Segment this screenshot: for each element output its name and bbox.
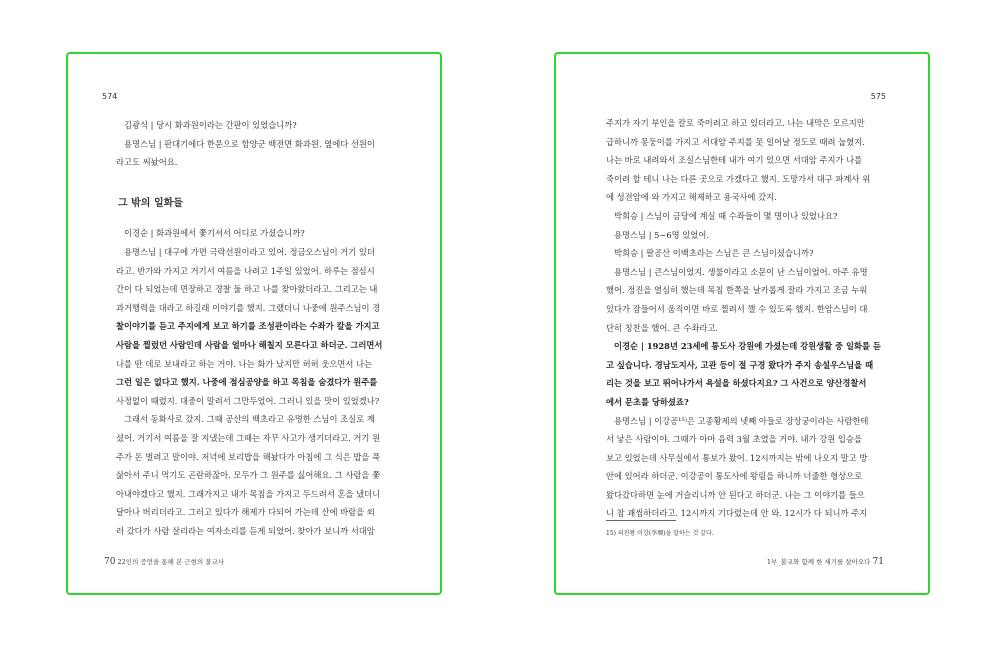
page-footer [104,557,224,567]
text-line: 나는 바로 내려와서 조실스님한테 내가 여기 있으면 서대암 주지가 나를 [606,155,863,166]
text-line: 이경순 | 화과원에서 쫓기셔서 어디로 가셨습니까? [124,228,305,239]
text-line: 죽이려 할 테니 나는 다른 곳으로 가겠다고 했지. 도망가서 대구 파계사 위 [606,173,871,184]
footnote: 15) 의친왕 이강(李堈)을 말하는 것 같다. [606,530,714,537]
text-line: 고 싶습니다. 경남도지사, 고관 등이 절 구경 왔다가 주지 송설우스님을 때 [606,359,874,370]
page-number-top: 575 [870,92,886,101]
text-line: 아내야겠다고 했지. 그래가지고 내가 목침을 가지고 두드려서 혼을 냈더니 [116,488,381,499]
text-line: 왔다갔다하면 눈에 거슬리니까 안 된다고 하더군. 나는 그 이야기를 들으 [606,489,865,500]
text-line: 박희승 | 스님이 금당에 계실 때 수좌들이 몇 명이나 있었나요? [614,210,838,221]
text-line: 사정없이 때렸지. 대중이 말려서 그만두었어. 그러니 있을 맛이 있었겠나? [116,395,380,406]
text-line: 박희승 | 팔공산 이백초라는 스님은 큰 스님이셨습니까? [614,248,814,259]
text-line: 김광식 | 당시 화과원이라는 간판이 있었습니까? [124,120,297,130]
text-line: 주가 돈 벌려고 말이야. 저녁에 보리밥을 해놨다가 아침에 그 식은 밥을 푹 [116,451,381,462]
text-line: 용명스님 | 5~6명 있었어. [614,229,709,240]
text-line: 그래서 동화사로 갔지. 그때 공산의 백초라고 유명한 스님이 조실로 계 [124,414,375,425]
footer-book-title: 22인의 증언을 통해 본 근현의 불교사 [117,558,225,566]
right-book-page [554,52,930,595]
right-page-body [606,114,902,523]
text-line: 과거행력을 대라고 하길래 이야기를 했지. 그랬더니 나중에 원주스님이 경 [116,302,381,313]
page-footer [767,557,884,567]
text-line: 니 참 괘씸하더라고. 12시까지 기다렸는데 안 와. 12시가 다 되니까 주지 [606,508,868,519]
text-line: 라고도 써놨어요. [116,157,178,168]
text-line: 셨어. 거기서 여름을 잘 지냈는데 그때는 자꾸 사고가 생기더라고. 거기 원 [116,432,381,443]
text-line: 했어. 정진을 열심히 했는데 목침 한쪽을 날카롭게 잘라 가지고 조금 누워 [606,285,868,296]
left-book-page [66,52,442,595]
spacer [116,172,412,191]
footer-page-number: 71 [872,557,884,567]
footer-book-title: 1부_불교와 함께 한 세기를 살아오다 [766,558,871,566]
section-heading: 그 밖의 일화들 [118,198,183,210]
text-line: 단히 칭찬을 했어. 큰 수좌라고. [606,322,719,333]
text-line: 급하니까 몽둥이를 가지고 서대암 주지를 못 일어날 정도로 때려 눕혔지. [606,136,865,147]
text-line: 서 낳은 사람이야. 그때가 아마 음력 3월 초였을 거야. 내가 강원 입승을 [606,434,862,445]
text-line: 에 성전암에 와 가지고 해제하고 용국사에 갔지. [606,192,777,203]
text-line: 그런 일은 없다고 했지. 나중에 점심공양을 하고 목침을 숨겼다가 원주를 [116,377,378,388]
text-line: 용명스님 | 이강공¹⁵⁾은 고종황제의 넷째 아들로 장상궁이라는 사람한테 [614,415,869,426]
text-line: 나를 딴 데로 보내라고 하는 거야. 나는 화가 났지만 허허 웃으면서 나는 [116,358,373,369]
text-line: 사람을 찔렀던 사람인데 사람을 얼마나 해칠지 모른다고 하더군. 그러면서 [116,339,383,350]
text-line: 있다가 잠들어서 움직이면 바로 찔려서 깰 수 있도록 했지. 한암스님이 대 [606,303,868,314]
text-line: 주지가 자기 부인을 칼로 죽이려고 하고 있더라고. 나는 내막은 모르지만 [606,118,865,128]
text-line: 찰이야기를 듣고 주지에게 보고 하기를 조성관이라는 수좌가 칼을 가지고 [116,321,380,332]
text-line: 용명스님 | 큰스님이었지. 생불이라고 소문이 난 스님이었어. 아주 유명 [614,266,868,277]
text-line: 간이 다 되었는데 면장하고 경찰 둘 하고 나를 찾아왔더라고. 그리고는 내 [116,284,378,295]
text-line: 용명스님 | 판대기에다 한문으로 함양군 백전면 화과원. 옆에다 선원이 [124,138,375,149]
text-line: 달아나 버리더라고. 그러고 있다가 해제가 다되어 가는데 산에 바람을 쐬 [116,507,375,518]
text-line: 이경순 | 1928년 23세에 통도사 강원에 가셨는데 강원생활 중 일화를 듣 [614,341,881,352]
text-line: 라고. 반가와 가지고 거기서 여름을 나려고 1주일 있었어. 하루는 점심시 [116,265,375,276]
left-page-body [116,116,412,540]
text-line: 보고 있었는데 사무실에서 통보가 왔어. 12시까지는 밖에 나오지 말고 방 [606,452,868,463]
text-line: 러 갔다가 사람 살리라는 여자소리를 듣게 되었어. 찾아가 보니까 서대암 [116,525,375,536]
footer-page-number: 70 [104,557,116,567]
text-line: 용명스님 | 대구에 가면 극락선원이라고 있어. 정금오스님이 거기 있더 [124,246,375,257]
page-number-top: 574 [102,92,118,101]
text-line: 삶아서 주니 먹기도 곤란하잖아. 모두가 그 원주를 싫어해요. 그 사람을 쫓 [116,470,381,481]
text-line: 에서 문초를 당하셨죠? [606,396,689,407]
text-line: 안에 있어라 하더군. 이강공이 통도사에 왕림을 하니까 너줄한 형상으로 [606,471,863,482]
footnote-divider [606,520,676,521]
text-line: 리는 것을 보고 뛰어나가서 욕설을 하셨다지요? 그 사건으로 양산경찰서 [606,378,867,389]
